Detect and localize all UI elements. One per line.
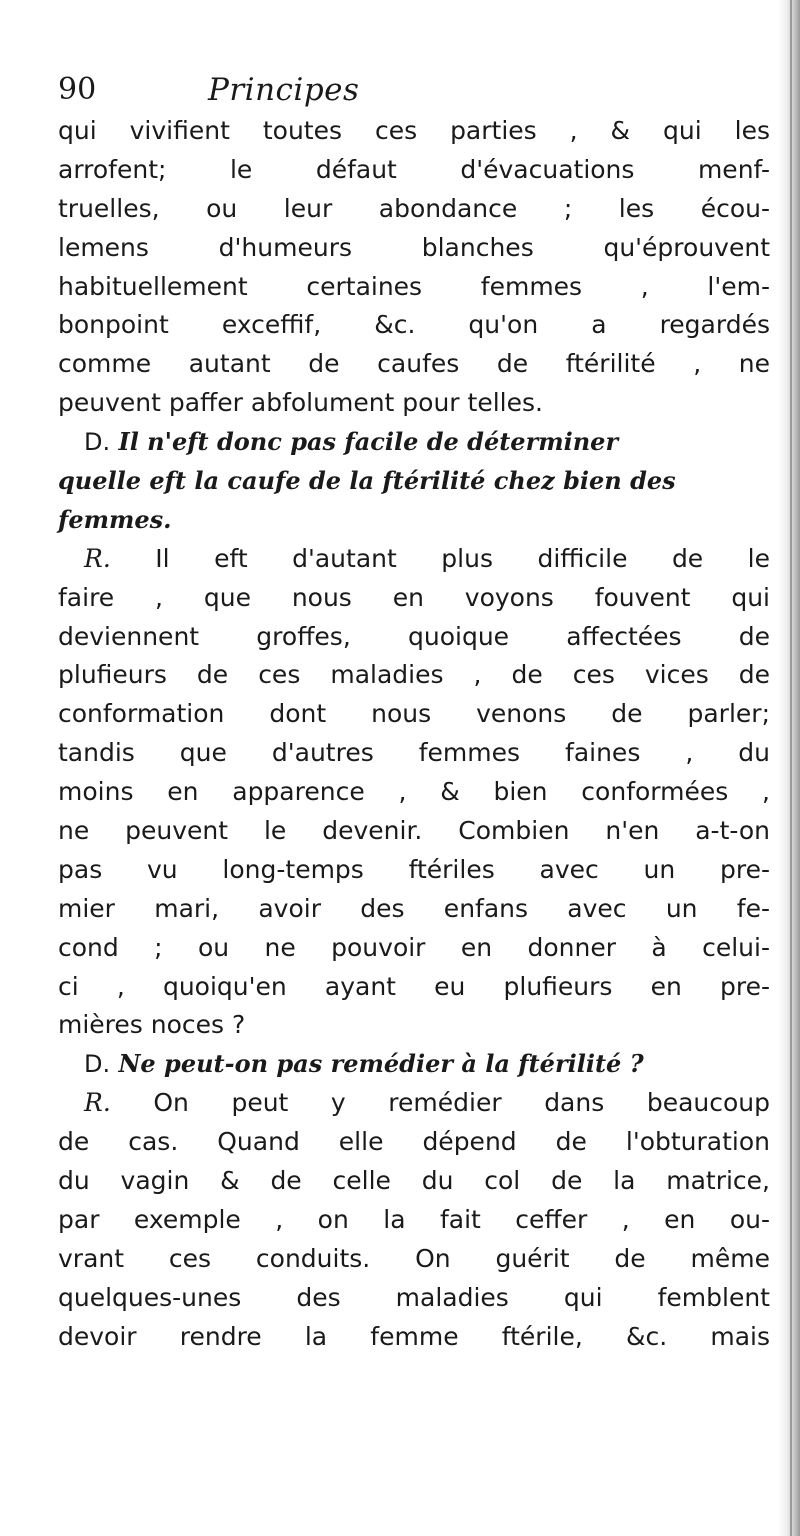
text-line: mières noces ? (58, 1010, 246, 1040)
text-line: bonpoint exceffif, &c. qu'on a regardés (58, 310, 770, 340)
answer-line (58, 1084, 770, 1123)
answer-text: Il eft d'autant plus difficile de le (155, 543, 771, 573)
binding-line (790, 0, 792, 1536)
text-line: cond ; ou ne pouvoir en donner à celui- (58, 932, 770, 962)
running-head (58, 70, 758, 114)
speaker-label: R. (84, 543, 111, 573)
question-text: Ne peut-on pas remédier à la ftérilité ? (118, 1049, 644, 1079)
text-line: comme autant de caufes de ftérilité , ne (58, 349, 770, 379)
question-line (58, 423, 770, 462)
text-line: deviennent groffes, quoique affectées de (58, 621, 770, 651)
text-line: faire , que nous en voyons fouvent qui (58, 582, 770, 612)
text-line: ci , quoiqu'en ayant eu plufieurs en pre- (58, 971, 770, 1001)
text-line: tandis que d'autres femmes faines , du (58, 738, 770, 768)
text-line: ne peuvent le devenir. Combien n'en a-t-on (58, 816, 770, 846)
body-text (58, 112, 770, 1357)
text-line: de cas. Quand elle dépend de l'obturation (58, 1127, 770, 1157)
text-line: arrofent; le défaut d'évacuations menf- (58, 154, 770, 184)
answer-text: On peut y remédier dans beaucoup (153, 1088, 770, 1118)
question-line: quelle eft la caufe de la ftérilité chez bien des (58, 466, 676, 496)
text-line: qui vivifient toutes ces parties , & qui les (58, 116, 770, 145)
page-number: 90 (58, 72, 97, 107)
text-line: moins en apparence , & bien conformées , (58, 777, 770, 807)
text-line: habituellement certaines femmes , l'em- (58, 271, 770, 301)
text-line: truelles, ou leur abondance ; les écou- (58, 193, 770, 223)
speaker-label: D. (84, 428, 111, 457)
text-line: conformation dont nous venons de parler; (58, 699, 770, 729)
text-line: par exemple , on la fait ceffer , en ou- (58, 1204, 770, 1234)
question-line: femmes. (58, 504, 172, 534)
running-title: Principes (208, 72, 360, 108)
text-line: devoir rendre la femme ftérile, &c. mais (58, 1321, 770, 1351)
binding-edge (778, 0, 800, 1536)
speaker-label: D. (84, 1050, 111, 1079)
text-line: vrant ces conduits. On guérit de même (58, 1243, 770, 1273)
text-line: du vagin & de celle du col de la matrice, (58, 1166, 770, 1196)
question-line (58, 1045, 770, 1084)
text-line: mier mari, avoir des enfans avec un fe- (58, 893, 770, 923)
text-line: quelques-unes des maladies qui femblent (58, 1282, 770, 1312)
text-line: plufieurs de ces maladies , de ces vices de (58, 660, 770, 690)
speaker-label: R. (84, 1088, 111, 1118)
question-text: Il n'eft donc pas facile de déterminer (118, 427, 619, 457)
text-line: peuvent paffer abfolument pour telles. (58, 388, 543, 418)
text-line: lemens d'humeurs blanches qu'éprouvent (58, 232, 770, 262)
text-line: pas vu long-temps ftériles avec un pre- (58, 854, 770, 884)
answer-line (58, 540, 770, 579)
